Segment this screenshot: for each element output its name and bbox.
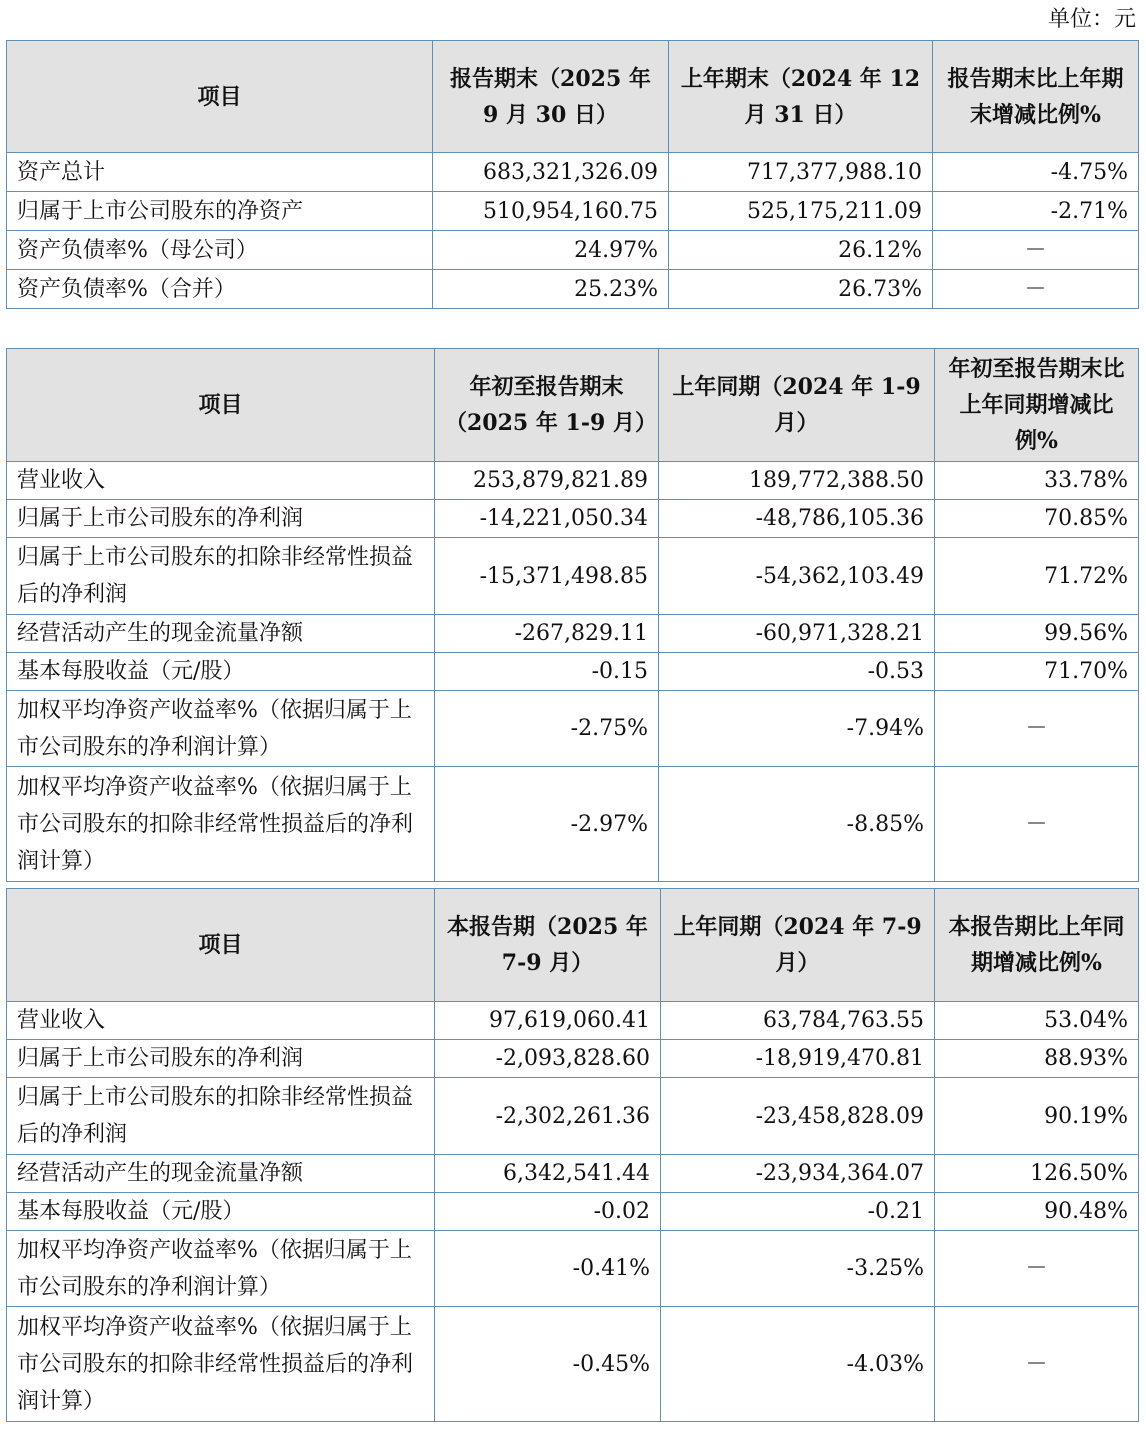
table-row: [7, 231, 1139, 270]
cell-value: 253,879,821.89: [435, 462, 659, 500]
cell-change: 71.72%: [935, 538, 1139, 615]
header-ytd: 年初至报告期末（2025 年 1-9 月）: [435, 349, 659, 462]
cell-change: 126.50%: [935, 1155, 1139, 1193]
table-row: [7, 1231, 1139, 1307]
row-label: 营业收入: [7, 1002, 435, 1040]
table-row: [7, 691, 1139, 767]
cell-value: -15,371,498.85: [435, 538, 659, 615]
cell-value: -0.15: [435, 653, 659, 691]
header-item: 项目: [7, 41, 433, 153]
row-label: 营业收入: [7, 462, 435, 500]
row-label: 归属于上市公司股东的扣除非经常性损益后的净利润: [7, 1078, 435, 1155]
cell-change: 90.19%: [935, 1078, 1139, 1155]
cell-value: -54,362,103.49: [659, 538, 935, 615]
cell-value: -4.03%: [661, 1307, 935, 1422]
cell-value: -0.45%: [435, 1307, 661, 1422]
cell-change: －: [935, 1231, 1139, 1307]
cell-value: 26.12%: [669, 231, 933, 270]
cell-change: 33.78%: [935, 462, 1139, 500]
row-label: 资产总计: [7, 153, 433, 192]
cell-value: 6,342,541.44: [435, 1155, 661, 1193]
table-row: [7, 1078, 1139, 1155]
table-header-row: [7, 349, 1139, 462]
row-label: 加权平均净资产收益率%（依据归属于上市公司股东的净利润计算）: [7, 691, 435, 767]
quarter-table: [6, 888, 1139, 1422]
row-label: 经营活动产生的现金流量净额: [7, 615, 435, 653]
table-row: [7, 767, 1139, 882]
cell-value: 97,619,060.41: [435, 1002, 661, 1040]
row-label: 基本每股收益（元/股）: [7, 1193, 435, 1231]
cell-value: -0.41%: [435, 1231, 661, 1307]
header-prior-ytd: 上年同期（2024 年 1-9 月）: [659, 349, 935, 462]
cell-value: -7.94%: [659, 691, 935, 767]
header-change-pct: 报告期末比上年期末增减比例%: [933, 41, 1139, 153]
cell-value: -0.21: [661, 1193, 935, 1231]
cell-value: 525,175,211.09: [669, 192, 933, 231]
cell-value: 24.97%: [433, 231, 669, 270]
header-prior-quarter: 上年同期（2024 年 7-9 月）: [661, 889, 935, 1002]
header-change-pct: 本报告期比上年同期增减比例%: [935, 889, 1139, 1002]
row-label: 基本每股收益（元/股）: [7, 653, 435, 691]
table-row: [7, 653, 1139, 691]
table-row: [7, 538, 1139, 615]
year-to-date-table: [6, 348, 1139, 882]
table-row: [7, 615, 1139, 653]
header-item: 项目: [7, 889, 435, 1002]
cell-change: 99.56%: [935, 615, 1139, 653]
table-header-row: [7, 889, 1139, 1002]
table-row: [7, 1155, 1139, 1193]
row-label: 加权平均净资产收益率%（依据归属于上市公司股东的净利润计算）: [7, 1231, 435, 1307]
table-row: [7, 462, 1139, 500]
cell-change: －: [935, 767, 1139, 882]
cell-value: -23,458,828.09: [661, 1078, 935, 1155]
cell-value: -2.75%: [435, 691, 659, 767]
table-row: [7, 1040, 1139, 1078]
table-row: [7, 153, 1139, 192]
unit-label: 单位：元: [1047, 7, 1136, 32]
table-row: [7, 1193, 1139, 1231]
cell-value: 189,772,388.50: [659, 462, 935, 500]
row-label: 资产负债率%（合并）: [7, 270, 433, 309]
cell-change: 71.70%: [935, 653, 1139, 691]
header-prior-year-end: 上年期末（2024 年 12 月 31 日）: [669, 41, 933, 153]
row-label: 归属于上市公司股东的净资产: [7, 192, 433, 231]
cell-value: -23,934,364.07: [661, 1155, 935, 1193]
cell-change: －: [935, 691, 1139, 767]
header-change-pct: 年初至报告期末比上年同期增减比例%: [935, 349, 1139, 462]
cell-change: -4.75%: [933, 153, 1139, 192]
cell-value: -0.53: [659, 653, 935, 691]
cell-change: -2.71%: [933, 192, 1139, 231]
cell-value: -2.97%: [435, 767, 659, 882]
cell-value: -267,829.11: [435, 615, 659, 653]
cell-value: 510,954,160.75: [433, 192, 669, 231]
cell-value: -14,221,050.34: [435, 500, 659, 538]
table-row: [7, 270, 1139, 309]
cell-value: 26.73%: [669, 270, 933, 309]
cell-value: -2,302,261.36: [435, 1078, 661, 1155]
row-label: 加权平均净资产收益率%（依据归属于上市公司股东的扣除非经常性损益后的净利润计算）: [7, 767, 435, 882]
table-row: [7, 1002, 1139, 1040]
table-row: [7, 1307, 1139, 1422]
table-header-row: [7, 41, 1139, 153]
cell-value: -2,093,828.60: [435, 1040, 661, 1078]
cell-change: 88.93%: [935, 1040, 1139, 1078]
cell-value: -60,971,328.21: [659, 615, 935, 653]
row-label: 经营活动产生的现金流量净额: [7, 1155, 435, 1193]
cell-change: －: [933, 270, 1139, 309]
cell-change: －: [935, 1307, 1139, 1422]
cell-value: -8.85%: [659, 767, 935, 882]
cell-value: 63,784,763.55: [661, 1002, 935, 1040]
cell-value: -3.25%: [661, 1231, 935, 1307]
table-row: [7, 500, 1139, 538]
cell-change: 90.48%: [935, 1193, 1139, 1231]
cell-value: -0.02: [435, 1193, 661, 1231]
cell-change: 70.85%: [935, 500, 1139, 538]
cell-change: －: [933, 231, 1139, 270]
cell-change: 53.04%: [935, 1002, 1139, 1040]
cell-value: -48,786,105.36: [659, 500, 935, 538]
table-row: [7, 192, 1139, 231]
row-label: 归属于上市公司股东的净利润: [7, 1040, 435, 1078]
row-label: 加权平均净资产收益率%（依据归属于上市公司股东的扣除非经常性损益后的净利润计算）: [7, 1307, 435, 1422]
row-label: 归属于上市公司股东的扣除非经常性损益后的净利润: [7, 538, 435, 615]
row-label: 归属于上市公司股东的净利润: [7, 500, 435, 538]
row-label: 资产负债率%（母公司）: [7, 231, 433, 270]
balance-summary-table: [6, 40, 1139, 309]
header-period-end: 报告期末（2025 年 9 月 30 日）: [433, 41, 669, 153]
header-quarter: 本报告期（2025 年 7-9 月）: [435, 889, 661, 1002]
cell-value: 25.23%: [433, 270, 669, 309]
cell-value: 717,377,988.10: [669, 153, 933, 192]
cell-value: -18,919,470.81: [661, 1040, 935, 1078]
cell-value: 683,321,326.09: [433, 153, 669, 192]
header-item: 项目: [7, 349, 435, 462]
